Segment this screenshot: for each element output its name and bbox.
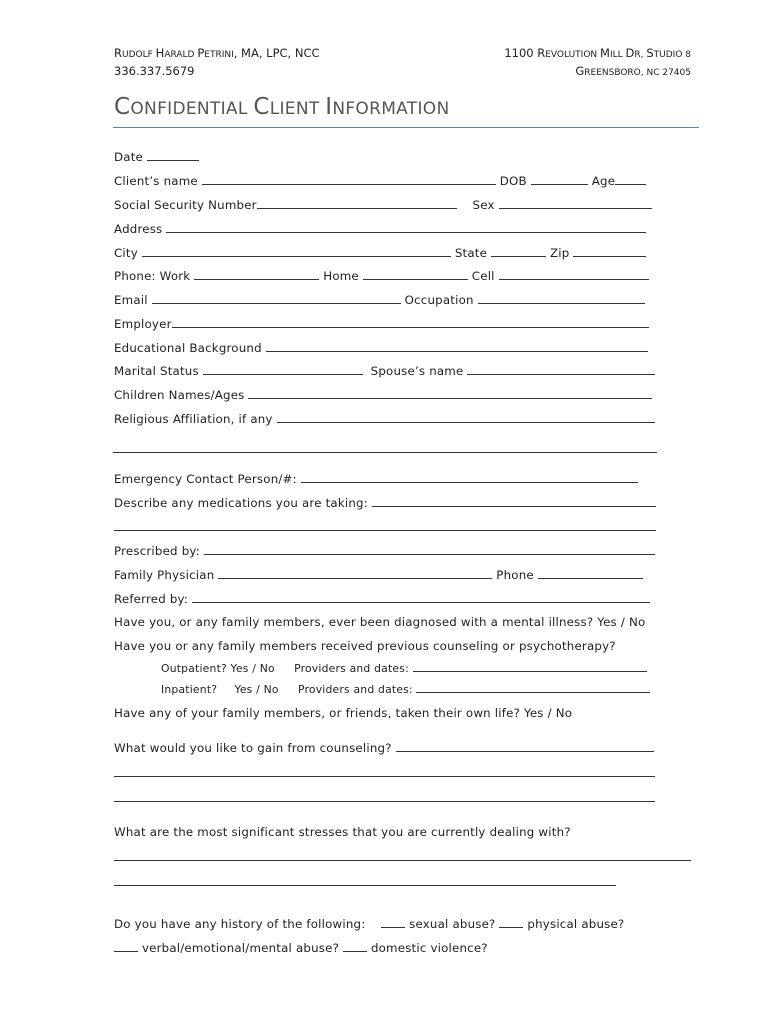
medications-field[interactable] [372,496,656,507]
prescribed-field[interactable] [204,544,655,555]
cell-label: Cell [471,269,495,283]
stresses-question: What are the most significant stresses that you are currently dealing with? [114,825,571,839]
phone-work-label: Phone: Work [114,269,191,283]
email-field[interactable] [152,293,401,304]
employer-label: Employer [114,317,172,331]
medications-row [114,496,656,510]
marital-label: Marital Status [114,364,199,378]
spouse-field[interactable] [467,364,655,375]
family-physician-field[interactable] [218,568,492,579]
section-divider [113,452,657,453]
age-field[interactable] [615,174,646,185]
ssn-field[interactable] [257,198,457,209]
gain-continued-row-2 [114,791,655,805]
occupation-field[interactable] [478,293,645,304]
emergency-label: Emergency Contact Person/#: [114,472,297,486]
practice-address-line1: 1100 REVOLUTION MILL DR, STUDIO 8 [504,46,691,60]
religious-label: Religious Affiliation, if any [114,412,273,426]
verbal-abuse-blank[interactable] [114,941,138,952]
children-row [114,388,652,402]
domestic-violence-blank[interactable] [343,941,367,952]
ssn-label: Social Security Number [114,198,257,212]
history-row [114,917,624,931]
spouse-label: Spouse’s name [370,364,464,378]
stresses-field[interactable] [114,850,691,861]
home-field[interactable] [363,269,468,280]
religious-row [114,412,655,426]
gain-field[interactable] [396,741,654,752]
inpatient-yes-no[interactable]: Yes / No [234,683,279,696]
gain-field-3[interactable] [114,791,655,802]
counseling-question: Have you or any family members received previous counseling or psychotherapy? [114,639,616,653]
email-label: Email [114,293,148,307]
practice-address-line2: GREENSBORO, NC 27405 [575,64,691,78]
age-label: Age [591,174,616,188]
history-question: Do you have any history of the following: [114,917,366,931]
medications-field-2[interactable] [114,520,656,531]
phone-row [114,269,649,283]
history-row-2 [114,941,488,955]
marital-field[interactable] [203,364,363,375]
client-name-row [114,174,646,188]
occupation-label: Occupation [404,293,474,307]
state-label: State [454,246,488,260]
education-row [114,341,648,355]
employer-field[interactable] [172,317,649,328]
referred-label: Referred by: [114,592,189,606]
family-physician-label: Family Physician [114,568,215,582]
city-field[interactable] [142,246,451,257]
verbal-abuse-label: verbal/emotional/mental abuse? [141,941,340,955]
stresses-continued-row-2 [114,875,616,889]
referred-field[interactable] [192,592,650,603]
prescribed-row [114,544,655,558]
date-row [114,150,199,164]
cell-field[interactable] [499,269,649,280]
ssn-row [114,198,652,212]
education-label: Educational Background [114,341,262,355]
email-row [114,293,645,307]
marital-row [114,364,655,378]
physician-phone-field[interactable] [538,568,643,579]
gain-row [114,741,654,755]
physical-abuse-blank[interactable] [499,917,523,928]
city-row [114,246,646,260]
sexual-abuse-label: sexual abuse? [409,917,496,931]
medications-continued-row [114,520,656,534]
phone-work-field[interactable] [194,269,319,280]
gain-question: What would you like to gain from counseling? [114,741,392,755]
date-label: Date [114,150,143,164]
prescribed-label: Prescribed by: [114,544,200,558]
address-row [114,222,646,236]
inpatient-label: Inpatient? [161,683,218,696]
medications-label: Describe any medications you are taking: [114,496,368,510]
stresses-continued-row [114,850,691,864]
emergency-field[interactable] [301,472,638,483]
children-label: Children Names/Ages [114,388,245,402]
client-name-label: Client’s name [114,174,198,188]
outpatient-row [161,661,647,675]
inpatient-row [161,682,650,696]
title-divider [113,127,699,128]
gain-continued-row [114,766,655,780]
city-label: City [114,246,138,260]
inpatient-providers-label: Providers and dates: [297,683,413,696]
page-title: CONFIDENTIAL CLIENT INFORMATION [114,94,450,120]
sex-field[interactable] [499,198,652,209]
mental-illness-question[interactable]: Have you, or any family members, ever been diagnosed with a mental illness? Yes / No [114,615,646,629]
stresses-field-2[interactable] [114,875,616,886]
address-field[interactable] [166,222,646,233]
family-physician-row [114,568,643,582]
employer-row [114,317,649,331]
emergency-row [114,472,638,486]
own-life-question[interactable]: Have any of your family members, or friends, taken their own life? Yes / No [114,706,573,720]
gain-field-2[interactable] [114,766,655,777]
outpatient-yes-no[interactable]: Outpatient? Yes / No [161,662,275,675]
physical-abuse-label: physical abuse? [527,917,625,931]
client-name-field[interactable] [202,174,496,185]
physician-phone-label: Phone [496,568,534,582]
zip-field[interactable] [573,246,646,257]
outpatient-providers-label: Providers and dates: [294,662,409,675]
home-label: Home [323,269,359,283]
date-field[interactable] [147,150,199,161]
zip-label: Zip [549,246,570,260]
sex-label: Sex [472,198,495,212]
children-field[interactable] [248,388,652,399]
referred-row [114,592,650,606]
dob-field[interactable] [531,174,588,185]
religious-field[interactable] [277,412,655,423]
state-field[interactable] [491,246,546,257]
domestic-violence-label: domestic violence? [370,941,488,955]
sexual-abuse-blank[interactable] [381,917,405,928]
practitioner-name: RUDOLF HARALD PETRINI, MA, LPC, NCC [114,46,320,60]
practitioner-phone: 336.337.5679 [114,64,195,78]
address-label: Address [114,222,163,236]
inpatient-providers-field[interactable] [416,682,650,693]
outpatient-providers-field[interactable] [413,661,647,672]
dob-label: DOB [499,174,527,188]
education-field[interactable] [266,341,648,352]
